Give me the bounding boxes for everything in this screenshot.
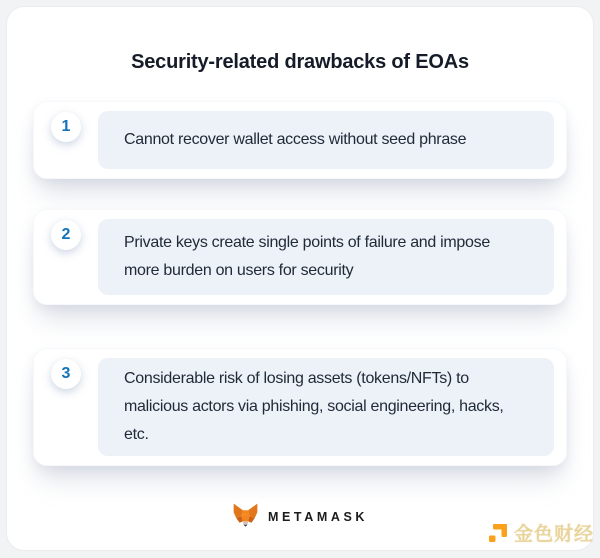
item-2-number-badge [51, 220, 81, 250]
item-2-text-box [98, 219, 554, 295]
metamask-fox-icon [232, 503, 259, 528]
item-2-text-line-2: more burden on users for security [124, 262, 354, 279]
infographic-card [6, 6, 594, 551]
item-3-text-line-3: etc. [124, 426, 149, 443]
item-2-text-line-1: Private keys create single points of failure and impose [124, 234, 490, 251]
item-1-text: Cannot recover wallet access without seed phrase [124, 131, 467, 148]
jinse-watermark [488, 519, 594, 546]
item-1-number-badge [51, 112, 81, 142]
item-2-number: 2 [61, 226, 71, 243]
item-3-number-badge [51, 359, 81, 389]
item-3-text-line-1: Considerable risk of losing assets (tokens/NFTs) to [124, 370, 469, 387]
item-3-number: 3 [61, 365, 71, 382]
metamask-wordmark: METAMASK [267, 510, 369, 524]
page-title: Security-related drawbacks of EOAs [131, 51, 469, 73]
jinse-watermark-text: 金色财经 [513, 524, 594, 545]
drawback-item-3 [33, 348, 567, 466]
drawback-item-1 [33, 101, 567, 179]
item-1-number: 1 [61, 118, 71, 135]
drawback-item-2 [33, 209, 567, 305]
item-3-text-line-2: malicious actors via phishing, social engineering, hacks, [124, 398, 504, 415]
item-3-text-box [98, 358, 554, 456]
item-1-text-box [98, 111, 554, 169]
jinse-logo-icon [488, 523, 508, 543]
